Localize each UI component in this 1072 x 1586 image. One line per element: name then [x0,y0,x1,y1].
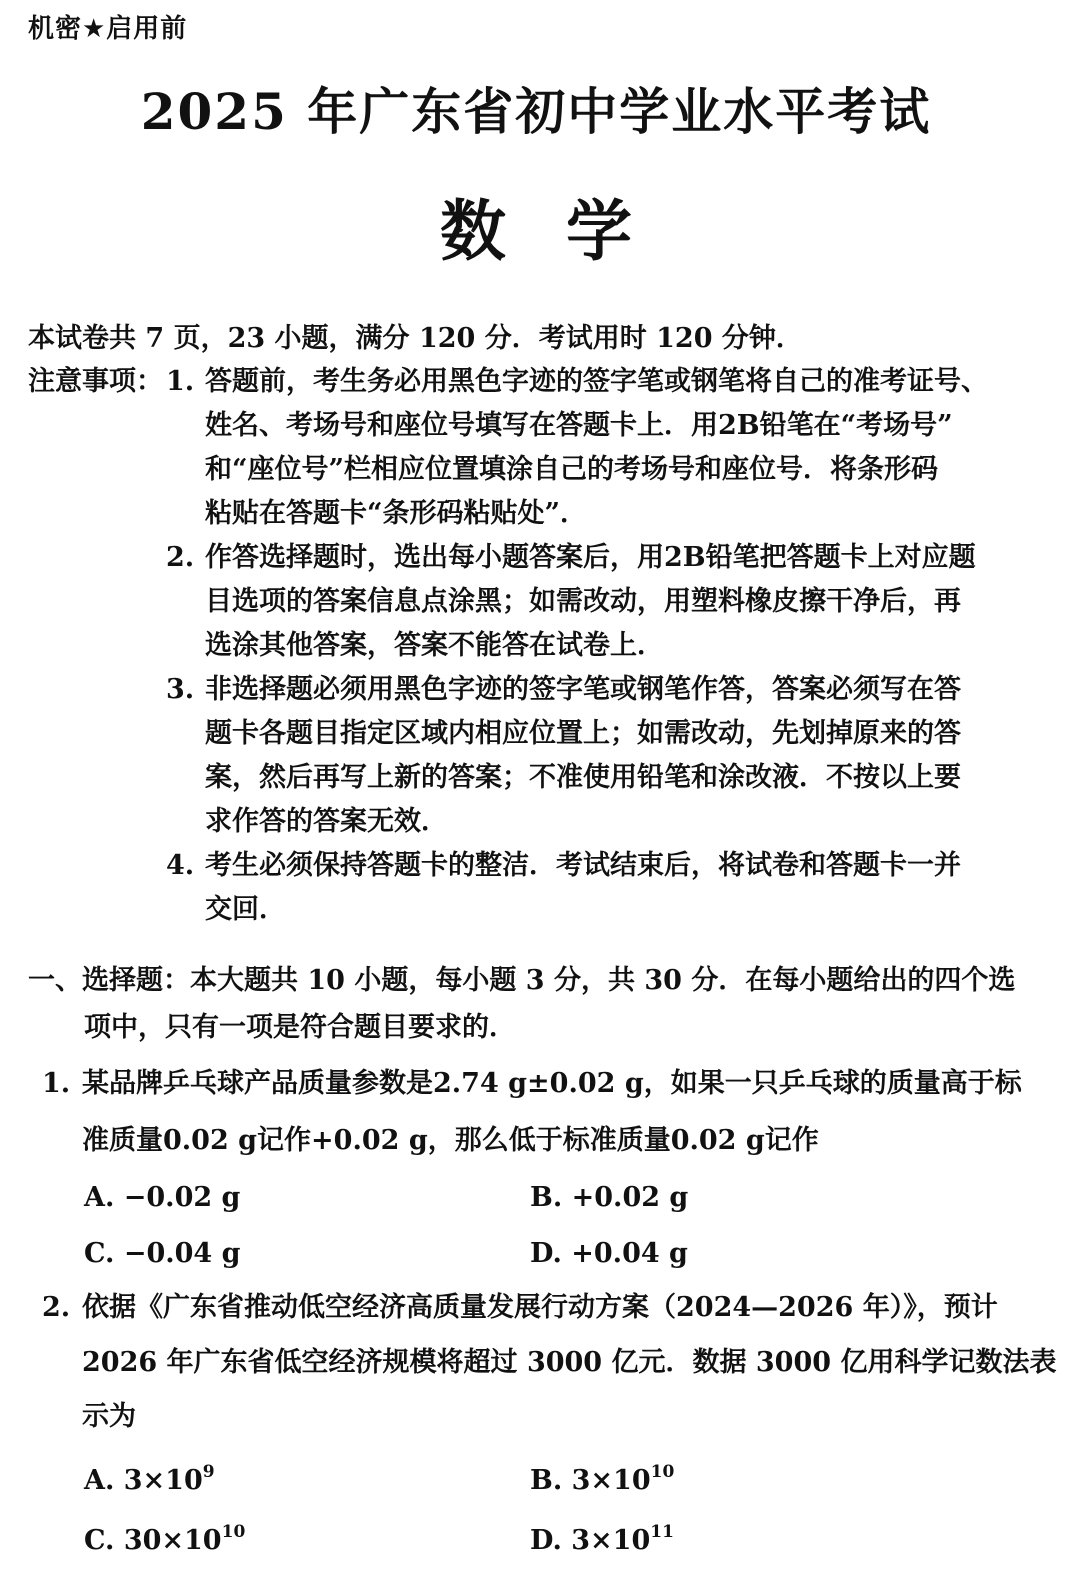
note-line: 姓名、考场号和座位号填写在答题卡上．用2B铅笔在“考场号” [205,410,953,441]
option-label: D. [530,1238,562,1269]
exam-title: 2025 年广东省初中学业水平考试 [140,82,932,141]
question-text: 2026 年广东省低空经济规模将超过 3000 亿元．数据 3000 亿用科学记数法表 [82,1347,1057,1378]
option-b [530,1462,675,1497]
option-exponent: 9 [202,1462,215,1482]
question-text: 准质量0.02 g记作+0.02 g，那么低于标准质量0.02 g记作 [82,1125,819,1156]
note-number: 4. [166,850,195,881]
option-exponent: 10 [650,1462,675,1482]
option-label: B. [530,1465,563,1496]
note-line: 答题前，考生务必用黑色字迹的签字笔或钢笔将自己的准考证号、 [205,366,988,397]
option-c [84,1238,241,1270]
option-label: D. [530,1525,562,1556]
option-label: B. [530,1182,563,1213]
option-text: +0.04 g [571,1238,688,1269]
option-text: +0.02 g [571,1182,689,1213]
question-text: 示为 [82,1401,136,1432]
note-line: 和“座位号”栏相应位置填涂自己的考场号和座位号．将条形码 [205,454,939,485]
question-number: 2. [42,1292,71,1323]
note-line: 非选择题必须用黑色字迹的签字笔或钢笔作答，答案必须写在答 [205,674,961,705]
option-exponent: 10 [221,1522,246,1542]
option-label: C. [84,1238,115,1269]
confidential-label: 机密★启用前 [28,14,188,44]
option-label: A. [84,1182,115,1213]
option-base: 3×10 [123,1465,203,1496]
note-number: 1. [166,366,195,397]
question-text: 依据《广东省推动低空经济高质量发展行动方案（2024—2026 年）》，预计 [82,1292,998,1323]
option-c [84,1522,246,1557]
note-number: 3. [166,674,195,705]
option-base: 3×10 [571,1465,651,1496]
option-base: 30×10 [123,1525,222,1556]
option-text: −0.02 g [123,1182,241,1213]
note-line: 交回． [205,894,286,925]
question-text: 某品牌乒乓球产品质量参数是2.74 g±0.02 g，如果一只乒乓球的质量高于标 [82,1068,1022,1099]
note-line: 粘贴在答题卡“条形码粘贴处”． [205,498,588,529]
note-number: 2. [166,542,195,573]
option-text: −0.04 g [123,1238,241,1269]
question-number: 1. [42,1068,71,1099]
note-line: 题卡各题目指定区域内相应位置上；如需改动，先划掉原来的答 [205,718,961,749]
option-label: C. [84,1525,115,1556]
notes-label: 注意事项： [28,366,163,397]
option-a [84,1182,240,1214]
note-line: 案，然后再写上新的答案；不准使用铅笔和涂改液．不按以上要 [205,762,961,793]
note-line: 考生必须保持答题卡的整洁．考试结束后，将试卷和答题卡一并 [205,850,961,881]
option-d [530,1238,688,1270]
option-base: 3×10 [571,1525,651,1556]
note-line: 目选项的答案信息点涂黑；如需改动，用塑料橡皮擦干净后，再 [205,586,961,617]
section-heading-cont: 项中，只有一项是符合题目要求的． [84,1012,516,1043]
subject-title: 数学 [440,193,692,270]
option-a [84,1462,215,1497]
option-d [530,1522,674,1557]
option-label: A. [84,1465,115,1496]
option-exponent: 11 [650,1522,674,1542]
section-heading: 一、选择题：本大题共 10 小题，每小题 3 分，共 30 分．在每小题给出的四个选 [28,965,1016,996]
option-b [530,1182,688,1214]
note-line: 作答选择题时，选出每小题答案后，用2B铅笔把答题卡上对应题 [205,542,976,573]
note-line: 选涂其他答案，答案不能答在试卷上． [205,630,664,661]
note-line: 求作答的答案无效． [205,806,448,837]
exam-intro: 本试卷共 7 页，23 小题，满分 120 分．考试用时 120 分钟． [28,323,803,354]
